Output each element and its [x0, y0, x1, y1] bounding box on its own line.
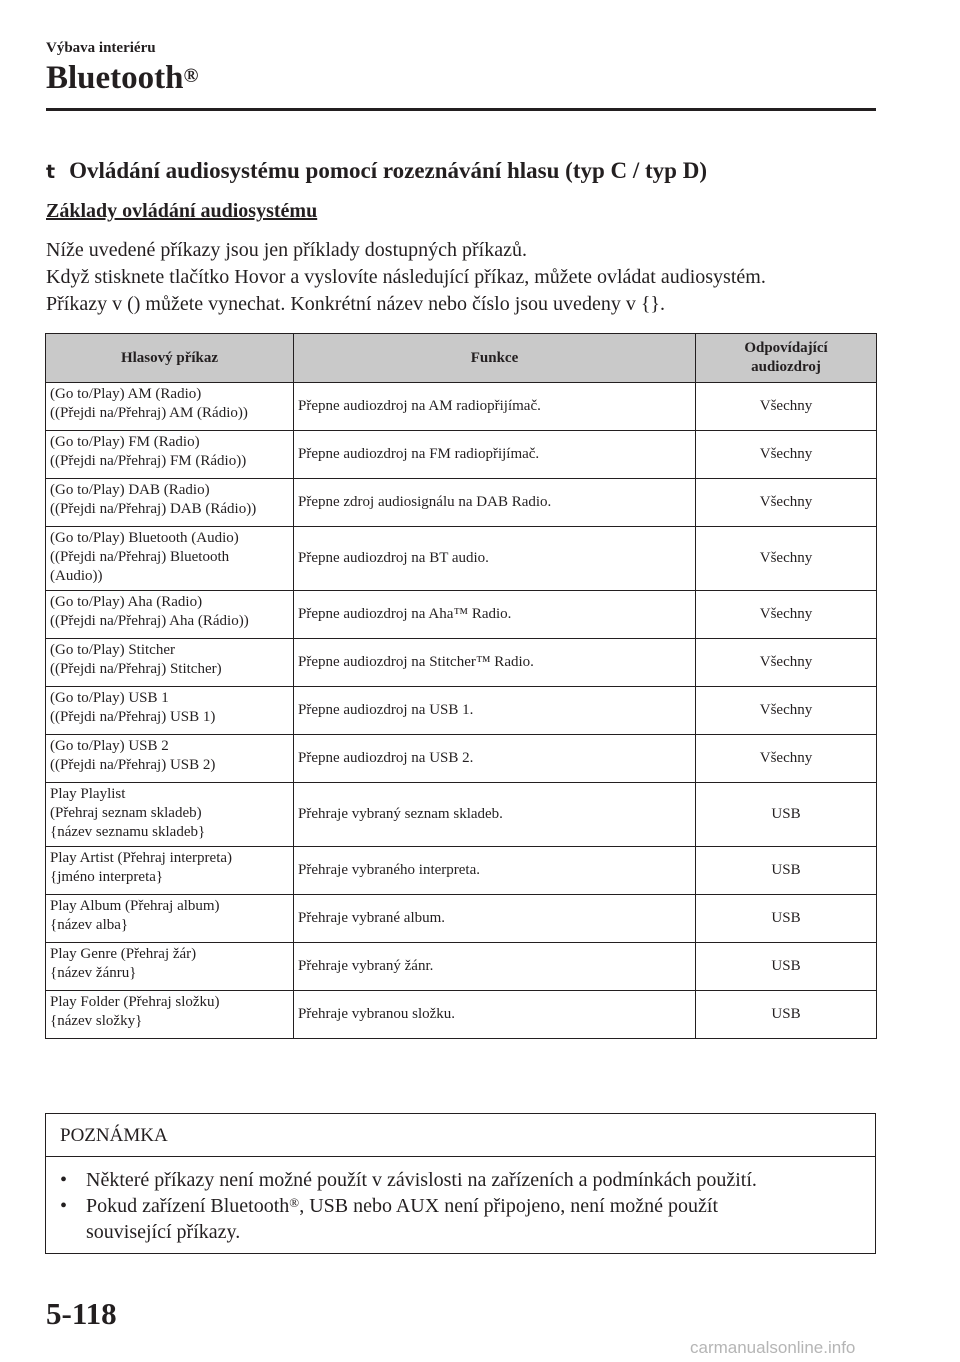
table-row: [46, 895, 877, 943]
column-header-command: Hlasový příkaz: [46, 334, 294, 383]
command-cell: Play Genre (Přehraj žár) {název žánru}: [46, 943, 294, 991]
table-row: [46, 591, 877, 639]
note-title: POZNÁMKA: [46, 1114, 875, 1157]
command-cell: (Go to/Play) Bluetooth (Audio) ((Přejdi na/Přehraj) Bluetooth (Audio)): [46, 527, 294, 591]
table-header-row: [46, 334, 877, 383]
source-cell: Všechny: [696, 527, 877, 591]
source-cell: Všechny: [696, 431, 877, 479]
title-rule: [46, 108, 876, 111]
source-cell: USB: [696, 847, 877, 895]
function-cell: Přepne audiozdroj na Aha™ Radio.: [294, 591, 696, 639]
command-cell: Play Playlist (Přehraj seznam skladeb) {název seznamu skladeb}: [46, 783, 294, 847]
heading-marker-icon: t: [46, 161, 56, 183]
function-cell: Přehraje vybraného interpreta.: [294, 847, 696, 895]
intro-line: Když stisknete tlačítko Hovor a vyslovíte následující příkaz, můžete ovládat audiosystém.: [46, 266, 766, 288]
source-cell: USB: [696, 991, 877, 1039]
note-item-line: Pokud zařízení Bluetooth®, USB nebo AUX není připojeno, není možné použít: [86, 1195, 719, 1217]
note-box: [45, 1113, 876, 1254]
source-cell: Všechny: [696, 735, 877, 783]
table-row: [46, 639, 877, 687]
subheading: Základy ovládání audiosystému: [46, 200, 318, 222]
table-row: [46, 383, 877, 431]
source-cell: Všechny: [696, 591, 877, 639]
function-cell: Přepne zdroj audiosignálu na DAB Radio.: [294, 479, 696, 527]
command-cell: (Go to/Play) Aha (Radio) ((Přejdi na/Přehraj) Aha (Rádio)): [46, 591, 294, 639]
function-cell: Přehraje vybraný žánr.: [294, 943, 696, 991]
table-row: [46, 783, 877, 847]
page-title: [46, 58, 198, 98]
function-cell: Přepne audiozdroj na AM radiopřijímač.: [294, 383, 696, 431]
intro-line: Níže uvedené příkazy jsou jen příklady dostupných příkazů.: [46, 239, 527, 261]
column-header-function: Funkce: [294, 334, 696, 383]
bullet-icon: •: [60, 1169, 68, 1191]
note-list: [46, 1157, 875, 1245]
function-cell: Přepne audiozdroj na BT audio.: [294, 527, 696, 591]
intro-line: Příkazy v () můžete vynechat. Konkrétní název nebo číslo jsou uvedeny v {}.: [46, 293, 666, 315]
page-number: 5-118: [46, 1296, 117, 1331]
note-item: [60, 1193, 875, 1245]
table-row: [46, 687, 877, 735]
intro-text: [46, 237, 766, 318]
function-cell: Přepne audiozdroj na USB 2.: [294, 735, 696, 783]
registered-mark: ®: [183, 65, 199, 87]
command-cell: (Go to/Play) FM (Radio) ((Přejdi na/Přehraj) FM (Rádio)): [46, 431, 294, 479]
source-cell: USB: [696, 943, 877, 991]
table-row: [46, 431, 877, 479]
command-cell: Play Album (Přehraj album) {název alba}: [46, 895, 294, 943]
registered-mark: ®: [289, 1195, 300, 1210]
source-cell: Všechny: [696, 479, 877, 527]
function-cell: Přepne audiozdroj na USB 1.: [294, 687, 696, 735]
command-cell: (Go to/Play) Stitcher ((Přejdi na/Přehraj) Stitcher): [46, 639, 294, 687]
section-heading: [46, 158, 707, 184]
command-cell: (Go to/Play) USB 2 ((Přejdi na/Přehraj) USB 2): [46, 735, 294, 783]
table-row: [46, 847, 877, 895]
column-header-source: Odpovídající audiozdroj: [696, 334, 877, 383]
command-cell: (Go to/Play) USB 1 ((Přejdi na/Přehraj) USB 1): [46, 687, 294, 735]
source-cell: USB: [696, 895, 877, 943]
source-cell: Všechny: [696, 639, 877, 687]
function-cell: Přehraje vybraný seznam skladeb.: [294, 783, 696, 847]
command-cell: Play Artist (Přehraj interpreta) {jméno interpreta}: [46, 847, 294, 895]
function-cell: Přepne audiozdroj na Stitcher™ Radio.: [294, 639, 696, 687]
note-item-line: související příkazy.: [86, 1221, 241, 1243]
table-body: [46, 383, 877, 1039]
command-cell: (Go to/Play) DAB (Radio) ((Přejdi na/Přehraj) DAB (Rádio)): [46, 479, 294, 527]
section-label: Výbava interiéru: [46, 40, 156, 56]
function-cell: Přehraje vybranou složku.: [294, 991, 696, 1039]
watermark: carmanualsonline.info: [690, 1338, 856, 1357]
command-cell: Play Folder (Přehraj složku) {název složky}: [46, 991, 294, 1039]
note-item: [60, 1167, 875, 1193]
table-row: [46, 527, 877, 591]
table-row: [46, 479, 877, 527]
page-title-text: Bluetooth: [46, 60, 184, 96]
note-item-text: Některé příkazy není možné použít v závislosti na zařízeních a podmínkách použití.: [86, 1169, 757, 1191]
function-cell: Přepne audiozdroj na FM radiopřijímač.: [294, 431, 696, 479]
function-cell: Přehraje vybrané album.: [294, 895, 696, 943]
section-heading-text: Ovládání audiosystému pomocí rozeznávání hlasu (typ C / typ D): [69, 158, 707, 183]
source-cell: Všechny: [696, 383, 877, 431]
table-row: [46, 991, 877, 1039]
source-cell: Všechny: [696, 687, 877, 735]
table-row: [46, 943, 877, 991]
bullet-icon: •: [60, 1195, 68, 1217]
voice-command-table: [45, 333, 877, 1039]
source-cell: USB: [696, 783, 877, 847]
table-row: [46, 735, 877, 783]
command-cell: (Go to/Play) AM (Radio) ((Přejdi na/Přehraj) AM (Rádio)): [46, 383, 294, 431]
